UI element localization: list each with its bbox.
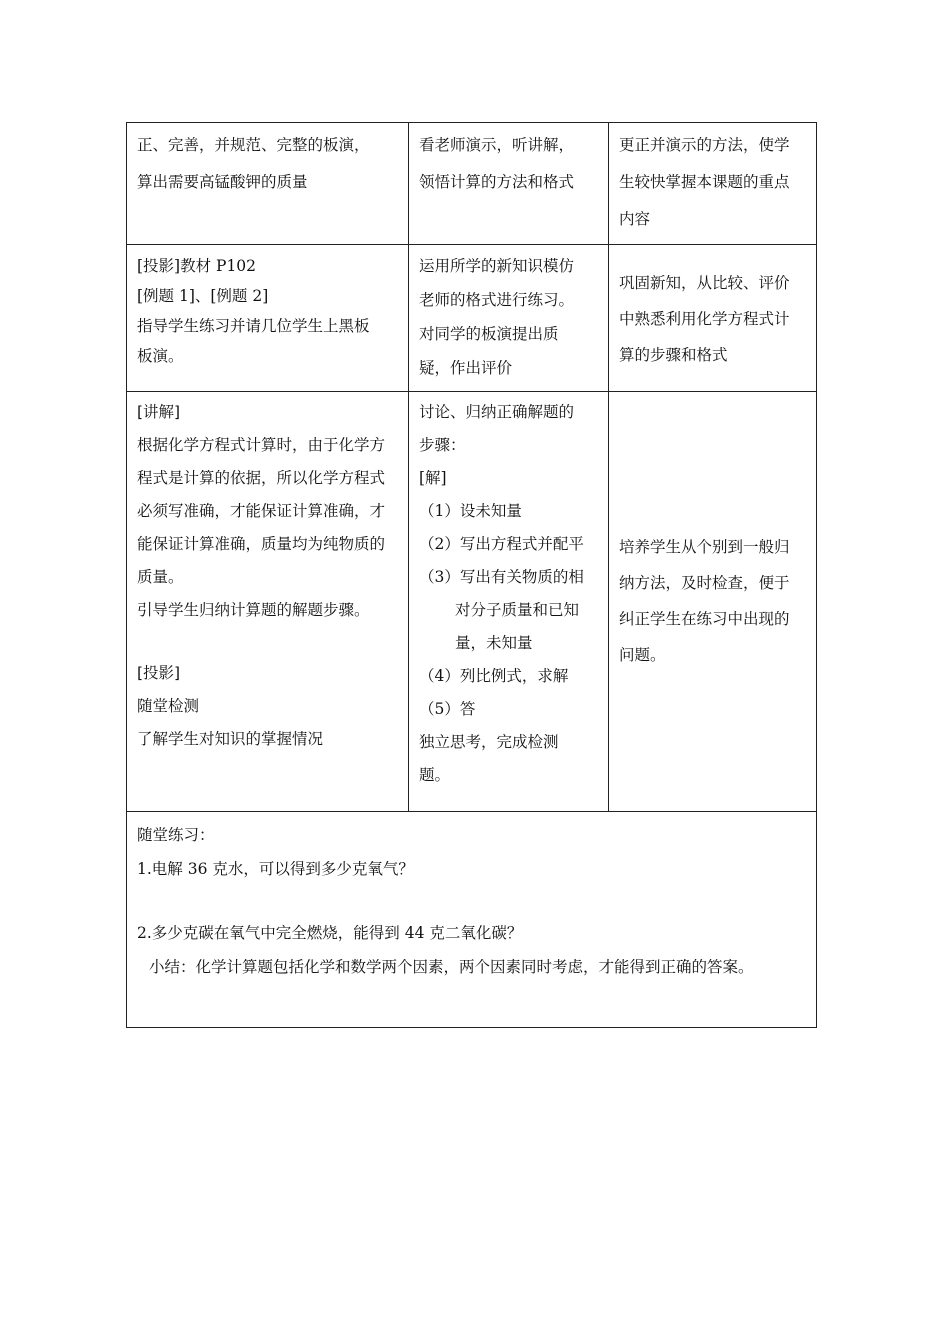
table-row xyxy=(127,392,817,812)
text-line: 中熟悉利用化学方程式计 xyxy=(619,310,790,328)
text-line: 问题。 xyxy=(619,645,666,664)
solution-step: （2）写出方程式并配平 xyxy=(419,535,584,553)
teacher-activity-cell xyxy=(127,392,409,812)
text-line: 疑，作出评价 xyxy=(419,359,513,377)
text-line: 更正并演示的方法，使学 xyxy=(619,136,790,154)
student-activity-cell xyxy=(409,245,609,392)
text-line: 讨论、归纳正确解题的 xyxy=(419,403,575,421)
teacher-activity-cell xyxy=(127,245,409,392)
text-line: 内容 xyxy=(619,210,651,228)
text-line: 培养学生从个别到一般归 xyxy=(619,537,790,556)
lesson-plan-table xyxy=(126,122,817,1028)
text-line: 程式是计算的依据，所以化学方程式 xyxy=(137,469,386,487)
text-line: 算出需要高锰酸钾的质量 xyxy=(137,173,308,191)
text-line: [讲解] xyxy=(137,403,181,421)
practice-question: 1.电解 36 克水，可以得到多少克氧气？ xyxy=(137,860,414,878)
table-row xyxy=(127,123,817,245)
table-row xyxy=(127,245,817,392)
text-line: [投影] xyxy=(137,664,181,682)
practice-question: 2.多少克碳在氧气中完全燃烧，能得到 44 克二氧化碳？ xyxy=(137,924,523,942)
text-line: 生较快掌握本课题的重点 xyxy=(619,173,790,191)
teacher-activity-cell xyxy=(127,123,409,245)
text-line: 根据化学方程式计算时，由于化学方 xyxy=(137,436,386,454)
student-activity-cell xyxy=(409,392,609,812)
table-row xyxy=(127,812,817,1028)
text-line: 题。 xyxy=(419,766,451,784)
blank-line xyxy=(137,886,808,916)
student-activity-cell xyxy=(409,123,609,245)
solution-label: [解] xyxy=(419,469,447,487)
design-purpose-cell xyxy=(609,392,817,812)
text-line: 独立思考，完成检测 xyxy=(419,733,559,751)
text-line: 能保证计算准确，质量均为纯物质的 xyxy=(137,535,386,553)
text-line: 引导学生归纳计算题的解题步骤。 xyxy=(137,601,370,619)
design-purpose-cell xyxy=(609,123,817,245)
blank-line xyxy=(137,627,400,657)
text-line: [投影]教材 P102 xyxy=(137,257,257,275)
solution-step-continued: 量，未知量 xyxy=(455,634,533,652)
solution-step-continued: 对分子质量和已知 xyxy=(455,601,580,619)
text-line: 质量。 xyxy=(137,568,184,586)
solution-step: （3）写出有关物质的相 xyxy=(419,568,584,586)
solution-step: （5）答 xyxy=(419,700,476,718)
text-line: 必须写准确，才能保证计算准确，才 xyxy=(137,502,386,520)
text-line: 对同学的板演提出质 xyxy=(419,325,559,343)
text-line: 纠正学生在练习中出现的 xyxy=(619,609,790,628)
text-line: 运用所学的新知识模仿 xyxy=(419,257,575,275)
practice-cell xyxy=(127,812,817,1028)
text-line: 指导学生练习并请几位学生上黑板 xyxy=(137,317,370,335)
text-line: 巩固新知，从比较、评价 xyxy=(619,274,790,292)
text-line: 了解学生对知识的掌握情况 xyxy=(137,730,324,748)
text-line: 步骤： xyxy=(419,436,466,454)
text-line: 看老师演示，听讲解， xyxy=(419,136,575,154)
lesson-summary: 小结：化学计算题包括化学和数学两个因素，两个因素同时考虑，才能得到正确的答案。 xyxy=(149,958,754,976)
text-line: 板演。 xyxy=(137,347,184,365)
solution-step: （4）列比例式，求解 xyxy=(419,667,569,685)
text-line: 领悟计算的方法和格式 xyxy=(419,173,575,191)
text-line: 算的步骤和格式 xyxy=(619,346,728,364)
text-line: 纳方法，及时检查，便于 xyxy=(619,573,790,592)
text-line: 老师的格式进行练习。 xyxy=(419,291,575,309)
practice-title: 随堂练习： xyxy=(137,826,215,844)
text-line: 正、完善，并规范、完整的板演， xyxy=(137,136,370,154)
text-line: [例题 1]、[例题 2] xyxy=(137,287,269,305)
design-purpose-cell xyxy=(609,245,817,392)
text-line: 随堂检测 xyxy=(137,697,200,715)
solution-step: （1）设未知量 xyxy=(419,502,522,520)
